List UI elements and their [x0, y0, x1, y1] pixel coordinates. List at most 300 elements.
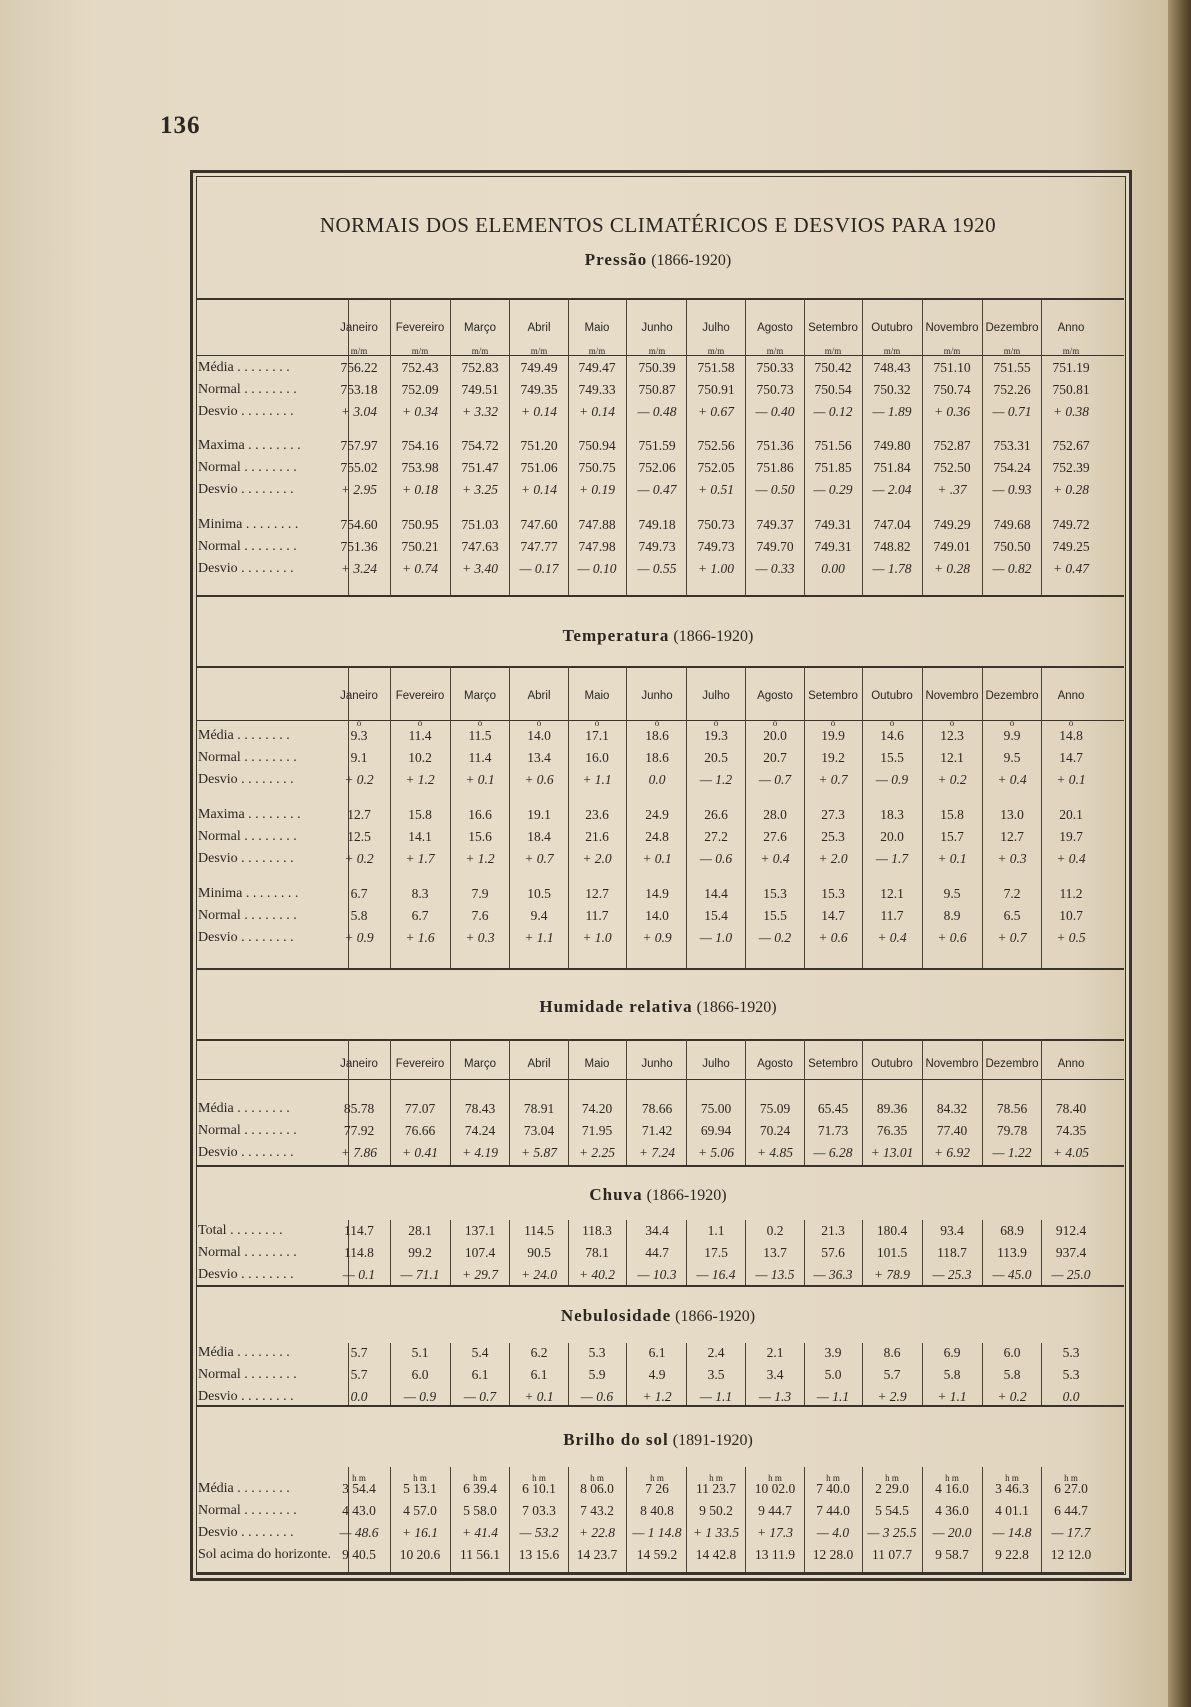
- column-divider: [686, 1039, 687, 1165]
- table-cell: 6.1: [648, 1345, 666, 1360]
- table-cell: 5.3: [1062, 1367, 1080, 1382]
- table-cell: 77.07: [404, 1101, 436, 1116]
- table-cell: 750.75: [578, 460, 616, 475]
- table-cell: 749.49: [520, 360, 558, 375]
- table-cell: — 0.1: [342, 1267, 376, 1282]
- table-cell: 755.02: [340, 460, 378, 475]
- table-cell: 3 46.3: [995, 1481, 1029, 1496]
- table-cell: — 48.6: [339, 1525, 379, 1540]
- table-cell: 20.1: [1059, 807, 1083, 822]
- table-cell: 15.6: [468, 829, 492, 844]
- row-label: Média . . . . . . . .: [198, 1101, 290, 1116]
- month-header: Abril: [527, 322, 551, 334]
- table-cell: + 0.3: [465, 930, 495, 945]
- row-label: Desvio . . . . . . . .: [198, 1525, 294, 1540]
- table-cell: 752.67: [1052, 438, 1090, 453]
- table-cell: 6.9: [943, 1345, 961, 1360]
- table-cell: 754.60: [340, 517, 378, 532]
- table-cell: 28.0: [763, 807, 787, 822]
- table-cell: 84.32: [936, 1101, 968, 1116]
- unit-label: m/m: [588, 346, 606, 356]
- table-cell: 752.05: [697, 460, 735, 475]
- table-cell: — 45.0: [992, 1267, 1032, 1282]
- table-cell: 749.37: [756, 517, 794, 532]
- table-cell: + 4.85: [756, 1145, 794, 1160]
- month-header: Março: [464, 690, 496, 702]
- month-header: Novembro: [925, 322, 979, 334]
- table-cell: 750.91: [697, 382, 735, 397]
- table-cell: + 4.05: [1052, 1145, 1090, 1160]
- table-cell: — 0.7: [463, 1389, 497, 1404]
- table-cell: 69.94: [700, 1123, 732, 1138]
- table-cell: 26.6: [704, 807, 728, 822]
- table-cell: 750.95: [401, 517, 439, 532]
- table-cell: 5.8: [1003, 1367, 1021, 1382]
- column-divider: [922, 298, 923, 595]
- table-cell: 14.7: [1059, 750, 1083, 765]
- row-label: Desvio . . . . . . . .: [198, 482, 294, 497]
- table-cell: 19.9: [821, 728, 845, 743]
- table-cell: 749.18: [638, 517, 676, 532]
- table-cell: — 1.89: [872, 404, 912, 419]
- table-cell: 14 42.8: [695, 1547, 737, 1562]
- column-divider: [509, 666, 510, 968]
- table-cell: 9.4: [530, 908, 548, 923]
- table-cell: + 1.0: [582, 930, 612, 945]
- table-cell: 14.9: [645, 886, 669, 901]
- table-cell: 748.82: [873, 539, 911, 554]
- row-label: Normal . . . . . . . .: [198, 382, 297, 397]
- table-cell: — 16.4: [696, 1267, 736, 1282]
- table-cell: 4.9: [648, 1367, 666, 1382]
- table-cell: + 0.18: [401, 482, 439, 497]
- section-title: [190, 1430, 1126, 1450]
- row-label: Média . . . . . . . .: [198, 728, 290, 743]
- table-cell: 9 50.2: [699, 1503, 733, 1518]
- table-cell: 27.6: [763, 829, 787, 844]
- row-label: Maxima . . . . . . . .: [198, 438, 301, 453]
- table-cell: + 5.06: [697, 1145, 735, 1160]
- table-cell: 0.0: [350, 1389, 368, 1404]
- table-cell: 6.1: [530, 1367, 548, 1382]
- table-cell: 11.7: [585, 908, 609, 923]
- table-cell: 6 44.7: [1054, 1503, 1088, 1518]
- month-header: Anno: [1057, 690, 1085, 702]
- month-header: Julho: [702, 1058, 730, 1070]
- table-cell: + 1.1: [582, 772, 612, 787]
- table-cell: 13.4: [527, 750, 551, 765]
- table-cell: — 0.33: [755, 561, 795, 576]
- table-cell: 3.9: [824, 1345, 842, 1360]
- table-cell: 73.04: [523, 1123, 555, 1138]
- table-cell: 6.1: [471, 1367, 489, 1382]
- month-header: Setembro: [808, 322, 858, 334]
- table-cell: + 16.1: [401, 1525, 439, 1540]
- month-header: Agosto: [757, 1058, 793, 1070]
- table-cell: 937.4: [1055, 1245, 1087, 1260]
- table-cell: 5.4: [471, 1345, 489, 1360]
- row-label: Desvio . . . . . . . .: [198, 851, 294, 866]
- table-cell: 749.31: [814, 517, 852, 532]
- table-cell: 754.72: [461, 438, 499, 453]
- table-cell: 75.09: [759, 1101, 791, 1116]
- table-cell: + 0.67: [697, 404, 735, 419]
- table-cell: 751.47: [461, 460, 499, 475]
- table-cell: + 0.1: [465, 772, 495, 787]
- table-cell: 10.5: [527, 886, 551, 901]
- table-cell: 75.00: [700, 1101, 732, 1116]
- header-bottom-rule: [196, 1079, 1124, 1080]
- column-divider: [862, 1220, 863, 1285]
- table-top-rule: [196, 1039, 1124, 1041]
- table-cell: 5.8: [943, 1367, 961, 1382]
- table-cell: 752.26: [993, 382, 1031, 397]
- table-cell: 74.24: [464, 1123, 496, 1138]
- unit-label: o: [830, 718, 836, 728]
- section-period: (1866-1920): [675, 1308, 756, 1325]
- table-cell: 3 54.4: [342, 1481, 376, 1496]
- table-cell: + 1.7: [405, 851, 435, 866]
- table-bottom-rule: [196, 1572, 1124, 1574]
- table-cell: 18.3: [880, 807, 904, 822]
- row-label: Desvio . . . . . . . .: [198, 1267, 294, 1282]
- table-cell: + 0.38: [1052, 404, 1090, 419]
- month-header: Junho: [641, 690, 673, 702]
- section-name: Chuva: [589, 1185, 643, 1204]
- table-cell: 14 23.7: [576, 1547, 618, 1562]
- table-cell: — 1 14.8: [632, 1525, 682, 1540]
- section-title: [190, 1306, 1126, 1326]
- table-cell: 9.5: [1003, 750, 1021, 765]
- column-divider: [982, 666, 983, 968]
- table-cell: — 0.9: [403, 1389, 437, 1404]
- table-bottom-rule: [196, 968, 1124, 970]
- column-divider: [626, 1039, 627, 1165]
- section-period: (1866-1920): [673, 628, 754, 645]
- row-label: Minima . . . . . . . .: [198, 517, 299, 532]
- column-divider: [745, 1039, 746, 1165]
- table-cell: + 0.1: [1056, 772, 1086, 787]
- table-cell: 14.8: [1059, 728, 1083, 743]
- table-cell: 15.8: [940, 807, 964, 822]
- table-cell: 752.50: [933, 460, 971, 475]
- table-cell: + 0.5: [1056, 930, 1086, 945]
- table-cell: — 1.22: [992, 1145, 1032, 1160]
- unit-label: h m: [473, 1473, 487, 1483]
- month-header: Janeiro: [340, 322, 378, 334]
- table-cell: + 2.95: [340, 482, 378, 497]
- section-title: [190, 626, 1126, 646]
- table-cell: 21.6: [585, 829, 609, 844]
- table-cell: 19.7: [1059, 829, 1083, 844]
- column-divider: [1041, 1039, 1042, 1165]
- section-period: (1891-1920): [672, 1432, 753, 1449]
- table-cell: 750.50: [993, 539, 1031, 554]
- table-cell: 751.56: [814, 438, 852, 453]
- table-cell: + 24.0: [520, 1267, 558, 1282]
- table-cell: 11 07.7: [872, 1547, 912, 1562]
- table-cell: 5.3: [1062, 1345, 1080, 1360]
- table-cell: 2.4: [707, 1345, 725, 1360]
- table-cell: 752.09: [401, 382, 439, 397]
- table-cell: 750.39: [638, 360, 676, 375]
- table-cell: 27.3: [821, 807, 845, 822]
- table-cell: 12.5: [347, 829, 371, 844]
- table-cell: 4 36.0: [935, 1503, 969, 1518]
- table-cell: + 2.0: [582, 851, 612, 866]
- table-cell: — 3 25.5: [867, 1525, 917, 1540]
- table-cell: 78.91: [523, 1101, 555, 1116]
- page-title: NORMAIS DOS ELEMENTOS CLIMATÉRICOS E DESVIOS PARA 1920: [319, 213, 997, 237]
- table-cell: 749.73: [638, 539, 676, 554]
- section-name: Temperatura: [562, 626, 670, 645]
- month-header: Março: [464, 1058, 496, 1070]
- table-cell: 12.1: [880, 886, 904, 901]
- table-cell: 76.66: [404, 1123, 436, 1138]
- table-cell: 8 40.8: [640, 1503, 674, 1518]
- table-cell: 15.7: [940, 829, 964, 844]
- row-label: Média . . . . . . . .: [198, 1345, 290, 1360]
- table-cell: 21.3: [821, 1223, 845, 1238]
- unit-label: o: [477, 718, 483, 728]
- table-cell: 749.47: [578, 360, 616, 375]
- table-cell: — 0.7: [758, 772, 792, 787]
- column-divider: [390, 1467, 391, 1572]
- table-cell: 751.36: [756, 438, 794, 453]
- table-cell: 12.7: [347, 807, 371, 822]
- row-label: Normal . . . . . . . .: [198, 829, 297, 844]
- table-cell: — 0.6: [699, 851, 733, 866]
- table-cell: + 17.3: [756, 1525, 794, 1540]
- header-bottom-rule: [196, 720, 1124, 721]
- table-cell: 7 26: [645, 1481, 669, 1496]
- table-cell: 6.2: [530, 1345, 548, 1360]
- table-cell: + 0.4: [1056, 851, 1086, 866]
- table-cell: 12.7: [585, 886, 609, 901]
- table-cell: 750.73: [756, 382, 794, 397]
- table-cell: — 1.1: [699, 1389, 733, 1404]
- table-cell: 13.7: [763, 1245, 787, 1260]
- table-cell: 753.98: [401, 460, 439, 475]
- month-header: Fevereiro: [395, 322, 445, 334]
- row-label: Média . . . . . . . .: [198, 360, 290, 375]
- table-cell: 747.63: [461, 539, 499, 554]
- table-cell: + 0.34: [401, 404, 439, 419]
- table-cell: 752.87: [933, 438, 971, 453]
- table-cell: 19.2: [821, 750, 845, 765]
- unit-label: h m: [590, 1473, 604, 1483]
- table-cell: 16.6: [468, 807, 492, 822]
- month-header: Dezembro: [985, 322, 1039, 334]
- column-divider: [450, 1220, 451, 1285]
- section-title: [190, 997, 1126, 1017]
- table-cell: 4 57.0: [403, 1503, 437, 1518]
- row-label: Normal . . . . . . . .: [198, 1123, 297, 1138]
- column-divider: [626, 1220, 627, 1285]
- table-cell: 113.9: [997, 1245, 1027, 1260]
- table-cell: — 36.3: [813, 1267, 853, 1282]
- table-cell: 99.2: [408, 1245, 432, 1260]
- table-cell: 90.5: [527, 1245, 551, 1260]
- column-divider: [922, 1039, 923, 1165]
- table-cell: 5 58.0: [463, 1503, 497, 1518]
- table-cell: 18.6: [645, 728, 669, 743]
- table-cell: 15.8: [408, 807, 432, 822]
- table-cell: 16.0: [585, 750, 609, 765]
- column-divider: [686, 1343, 687, 1405]
- table-cell: — 0.17: [519, 561, 559, 576]
- column-divider: [745, 1343, 746, 1405]
- table-cell: 9.3: [350, 728, 368, 743]
- unit-label: h m: [1005, 1473, 1019, 1483]
- table-cell: 23.6: [585, 807, 609, 822]
- table-cell: 751.10: [933, 360, 971, 375]
- table-cell: 752.43: [401, 360, 439, 375]
- section-title: [190, 1185, 1126, 1205]
- table-cell: — 1.78: [872, 561, 912, 576]
- unit-label: m/m: [530, 346, 548, 356]
- table-cell: — 0.10: [577, 561, 617, 576]
- table-cell: + 0.28: [1052, 482, 1090, 497]
- row-label: Normal . . . . . . . .: [198, 1367, 297, 1382]
- table-cell: + 22.8: [578, 1525, 616, 1540]
- unit-label: o: [1068, 718, 1074, 728]
- column-divider: [626, 1467, 627, 1572]
- column-divider: [390, 1039, 391, 1165]
- column-divider: [686, 666, 687, 968]
- month-header: Maio: [584, 322, 610, 334]
- table-cell: 15.4: [704, 908, 728, 923]
- column-divider: [982, 1220, 983, 1285]
- table-cell: + 29.7: [461, 1267, 499, 1282]
- table-top-rule: [196, 298, 1124, 300]
- table-cell: — 71.1: [400, 1267, 440, 1282]
- section-period: (1866-1920): [696, 999, 777, 1016]
- table-cell: 4 43.0: [342, 1503, 376, 1518]
- table-cell: 12.7: [1000, 829, 1024, 844]
- table-cell: + 0.2: [997, 1389, 1027, 1404]
- column-divider: [922, 1220, 923, 1285]
- column-divider: [450, 666, 451, 968]
- table-cell: + 0.3: [997, 851, 1027, 866]
- table-cell: 10.2: [408, 750, 432, 765]
- column-divider: [568, 1343, 569, 1405]
- row-label: Normal . . . . . . . .: [198, 750, 297, 765]
- column-divider: [390, 1343, 391, 1405]
- month-header: Maio: [584, 690, 610, 702]
- page-number: 136: [160, 112, 201, 139]
- column-divider: [568, 1467, 569, 1572]
- unit-label: o: [417, 718, 423, 728]
- table-cell: 14.6: [880, 728, 904, 743]
- table-cell: + 0.74: [401, 561, 439, 576]
- column-divider: [1041, 298, 1042, 595]
- table-cell: 754.16: [401, 438, 439, 453]
- month-header: Junho: [641, 1058, 673, 1070]
- table-cell: + 0.6: [524, 772, 554, 787]
- column-divider: [509, 1343, 510, 1405]
- table-cell: — 2.04: [872, 482, 912, 497]
- table-cell: + 0.51: [697, 482, 735, 497]
- table-cell: 78.43: [464, 1101, 496, 1116]
- table-cell: — 1.1: [816, 1389, 850, 1404]
- table-top-rule: [196, 666, 1124, 668]
- table-cell: 68.9: [1000, 1223, 1024, 1238]
- table-cell: 751.86: [756, 460, 794, 475]
- table-cell: + 0.2: [344, 772, 374, 787]
- table-cell: 65.45: [817, 1101, 849, 1116]
- table-cell: 751.58: [697, 360, 735, 375]
- row-label: Desvio . . . . . . . .: [198, 930, 294, 945]
- table-cell: + 0.19: [578, 482, 616, 497]
- table-cell: 78.1: [585, 1245, 609, 1260]
- column-divider: [982, 298, 983, 595]
- table-cell: 14.0: [527, 728, 551, 743]
- table-cell: 74.35: [1055, 1123, 1087, 1138]
- month-header: Setembro: [808, 690, 858, 702]
- table-cell: — 10.3: [637, 1267, 677, 1282]
- table-cell: 751.59: [638, 438, 676, 453]
- unit-label: h m: [650, 1473, 664, 1483]
- table-cell: + 40.2: [578, 1267, 616, 1282]
- table-cell: 749.35: [520, 382, 558, 397]
- table-cell: + 0.6: [818, 930, 848, 945]
- table-cell: + 2.9: [877, 1389, 907, 1404]
- column-divider: [686, 1220, 687, 1285]
- table-cell: 114.7: [344, 1223, 374, 1238]
- unit-label: o: [594, 718, 600, 728]
- table-cell: 5 54.5: [875, 1503, 909, 1518]
- table-cell: — 1.3: [758, 1389, 792, 1404]
- section-title: [190, 250, 1126, 270]
- column-divider: [982, 1039, 983, 1165]
- unit-label: h m: [413, 1473, 427, 1483]
- table-cell: + 0.4: [760, 851, 790, 866]
- month-header: Novembro: [925, 1058, 979, 1070]
- table-cell: 752.39: [1052, 460, 1090, 475]
- table-cell: — 6.28: [813, 1145, 853, 1160]
- table-cell: 7 03.3: [522, 1503, 556, 1518]
- unit-label: h m: [945, 1473, 959, 1483]
- column-divider: [450, 1343, 451, 1405]
- table-cell: 13 11.9: [755, 1547, 795, 1562]
- table-cell: — 1.2: [699, 772, 733, 787]
- table-cell: — 0.71: [992, 404, 1032, 419]
- table-cell: + 3.40: [461, 561, 499, 576]
- table-cell: 10 02.0: [754, 1481, 796, 1496]
- table-cell: 78.66: [641, 1101, 673, 1116]
- row-label: Normal . . . . . . . .: [198, 908, 297, 923]
- column-divider: [862, 666, 863, 968]
- table-bottom-rule: [196, 595, 1124, 597]
- column-divider: [922, 666, 923, 968]
- column-divider: [568, 298, 569, 595]
- table-cell: 137.1: [464, 1223, 496, 1238]
- table-cell: + 13.01: [870, 1145, 914, 1160]
- column-divider: [509, 298, 510, 595]
- table-cell: 1.1: [707, 1223, 725, 1238]
- table-cell: 114.8: [344, 1245, 374, 1260]
- table-cell: 5.8: [350, 908, 368, 923]
- table-cell: 3.4: [766, 1367, 784, 1382]
- column-divider: [450, 1467, 451, 1572]
- table-cell: 71.95: [581, 1123, 613, 1138]
- table-cell: 20.5: [704, 750, 728, 765]
- section-period: (1866-1920): [646, 1187, 727, 1204]
- unit-label: o: [1009, 718, 1015, 728]
- column-divider: [862, 298, 863, 595]
- table-cell: + 0.1: [524, 1389, 554, 1404]
